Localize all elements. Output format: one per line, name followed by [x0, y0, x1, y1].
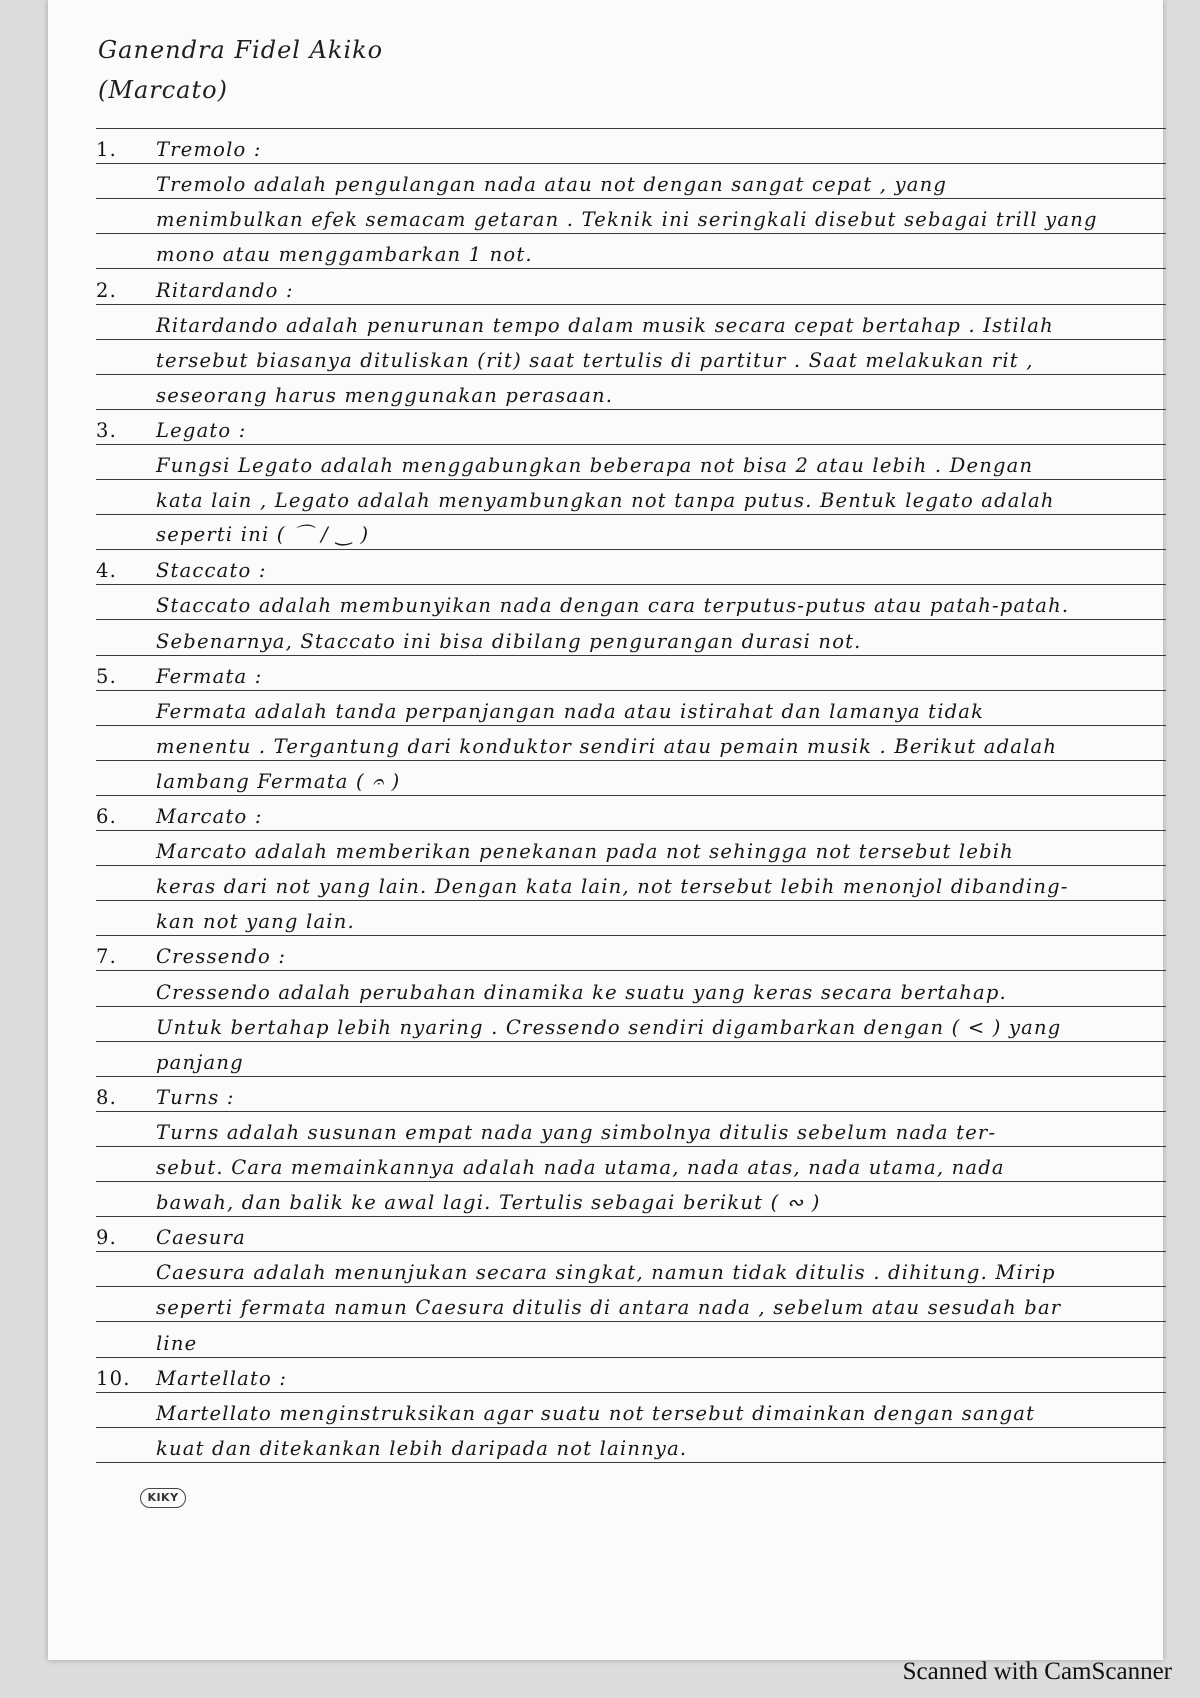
term-definition-line — [96, 301, 1166, 339]
term-title: Ritardando : — [156, 278, 294, 302]
definition-text: kuat dan ditekankan lebih daripada not lainnya. — [156, 1436, 688, 1460]
definition-text: bawah, dan balik ke awal lagi. Tertulis sebagai berikut ( ∾ ) — [156, 1191, 821, 1215]
definition-text: Sebenarnya, Staccato ini bisa dibilang pengurangan durasi not. — [156, 629, 862, 653]
notebook-page — [48, 0, 1163, 1660]
term-title: Caesura — [156, 1226, 246, 1250]
term-title: Cressendo : — [156, 945, 287, 969]
term-definition-line — [96, 1038, 1166, 1076]
term-title: Martellato : — [156, 1366, 288, 1390]
item-number: 10. — [96, 1366, 131, 1390]
term-definition-line — [96, 371, 1166, 409]
definition-text: Untuk bertahap lebih nyaring . Cressendo sendiri digambarkan dengan ( < ) yang — [156, 1015, 1062, 1039]
term-title: Fermata : — [156, 664, 263, 688]
definition-text: menentu . Tergantung dari konduktor sendiri atau pemain musik . Berikut adalah — [156, 734, 1058, 758]
term-definition-line — [96, 1283, 1166, 1321]
definition-text: Cressendo adalah perubahan dinamika ke suatu yang keras secara bertahap. — [156, 980, 1007, 1004]
term-definition-line — [96, 1178, 1166, 1216]
term-heading — [96, 1073, 1166, 1111]
definition-text: mono atau menggambarkan 1 not. — [156, 243, 533, 267]
definition-text: Tremolo adalah pengulangan nada atau not dengan sangat cepat , yang — [156, 173, 948, 197]
item-number: 1. — [96, 138, 118, 162]
term-definition-line — [96, 1143, 1166, 1181]
term-definition-line — [96, 687, 1166, 725]
term-definition-line — [96, 617, 1166, 655]
term-definition-line — [96, 160, 1166, 198]
definition-text: keras dari not yang lain. Dengan kata lain, not tersebut lebih menonjol dibanding- — [156, 875, 1069, 899]
term-title: Staccato : — [156, 559, 267, 583]
term-definition-line — [96, 827, 1166, 865]
term-title: Tremolo : — [156, 138, 262, 162]
definition-text: kan not yang lain. — [156, 910, 355, 934]
term-definition-line — [96, 968, 1166, 1006]
term-definition-line — [96, 581, 1166, 619]
term-definition-line — [96, 1424, 1166, 1462]
definition-text: line — [156, 1331, 198, 1355]
scanner-watermark: Scanned with CamScanner — [902, 1658, 1172, 1685]
definition-text: Caesura adalah menunjukan secara singkat, namun tidak ditulis . dihitung. Mirip — [156, 1261, 1056, 1285]
term-definition-line — [96, 1389, 1166, 1427]
term-definition-line — [96, 511, 1166, 549]
author-group: (Marcato) — [98, 76, 228, 104]
ruled-line — [96, 1462, 1166, 1463]
item-number: 8. — [96, 1085, 118, 1109]
term-definition-line — [96, 441, 1166, 479]
definition-text: seperti fermata namun Caesura ditulis di antara nada , sebelum atau sesudah bar — [156, 1296, 1062, 1320]
definition-text: Martellato menginstruksikan agar suatu not tersebut dimainkan dengan sangat — [156, 1401, 1036, 1425]
definition-text: Fungsi Legato adalah menggabungkan beberapa not bisa 2 atau lebih . Dengan — [156, 454, 1034, 477]
term-title: Legato : — [156, 418, 247, 442]
definition-text: menimbulkan efek semacam getaran . Teknik ini seringkali disebut sebagai trill yang — [156, 208, 1098, 232]
term-definition-line — [96, 1248, 1166, 1286]
term-definition-line — [96, 862, 1166, 900]
definition-text: panjang — [156, 1050, 244, 1074]
term-definition-line — [96, 1003, 1166, 1041]
term-heading — [96, 406, 1166, 444]
notebook-brand-logo: KIKY — [140, 1488, 186, 1508]
definition-text: Staccato adalah membunyikan nada dengan cara terputus-putus atau patah-patah. — [156, 594, 1070, 618]
item-number: 4. — [96, 559, 118, 583]
definition-text: kata lain , Legato adalah menyambungkan not tanpa putus. Bentuk legato adalah — [156, 489, 1055, 513]
term-definition-line — [96, 336, 1166, 374]
term-definition-line — [96, 1108, 1166, 1146]
term-heading — [96, 932, 1166, 970]
term-heading — [96, 125, 1166, 163]
item-number: 9. — [96, 1226, 118, 1250]
item-number: 5. — [96, 664, 118, 688]
term-heading — [96, 652, 1166, 690]
definition-text: seperti ini ( ⌒ / ‿ ) — [156, 523, 370, 547]
item-number: 7. — [96, 945, 118, 969]
term-title: Turns : — [156, 1085, 235, 1109]
definition-text: Fermata adalah tanda perpanjangan nada atau istirahat dan lamanya tidak — [156, 699, 985, 723]
term-definition-line — [96, 476, 1166, 514]
term-heading — [96, 1213, 1166, 1251]
item-number: 2. — [96, 278, 118, 302]
definition-text: tersebut biasanya dituliskan (rit) saat tertulis di partitur . Saat melakukan rit , — [156, 348, 1034, 372]
term-definition-line — [96, 722, 1166, 760]
item-number: 6. — [96, 805, 118, 828]
term-definition-line — [96, 1319, 1166, 1357]
definition-text: lambang Fermata ( 𝄐 ) — [156, 769, 401, 793]
author-header — [98, 30, 998, 110]
term-heading — [96, 792, 1166, 830]
term-heading — [96, 266, 1166, 304]
term-definition-line — [96, 897, 1166, 935]
definition-text: Marcato adalah memberikan penekanan pada not sehingga not tersebut lebih — [156, 840, 1014, 864]
term-definition-line — [96, 230, 1166, 268]
term-definition-line — [96, 757, 1166, 795]
term-definition-line — [96, 195, 1166, 233]
definition-text: sebut. Cara memainkannya adalah nada utama, nada atas, nada utama, nada — [156, 1156, 1005, 1179]
definition-text: seseorang harus menggunakan perasaan. — [156, 383, 614, 407]
item-number: 3. — [96, 418, 118, 442]
term-title: Marcato : — [156, 805, 263, 828]
definition-text: Turns adalah susunan empat nada yang simbolnya ditulis sebelum nada ter- — [156, 1120, 997, 1144]
term-heading — [96, 1354, 1166, 1392]
term-heading — [96, 546, 1166, 584]
author-name: Ganendra Fidel Akiko — [98, 36, 384, 64]
definition-text: Ritardando adalah penurunan tempo dalam musik secara cepat bertahap . Istilah — [156, 313, 1054, 337]
